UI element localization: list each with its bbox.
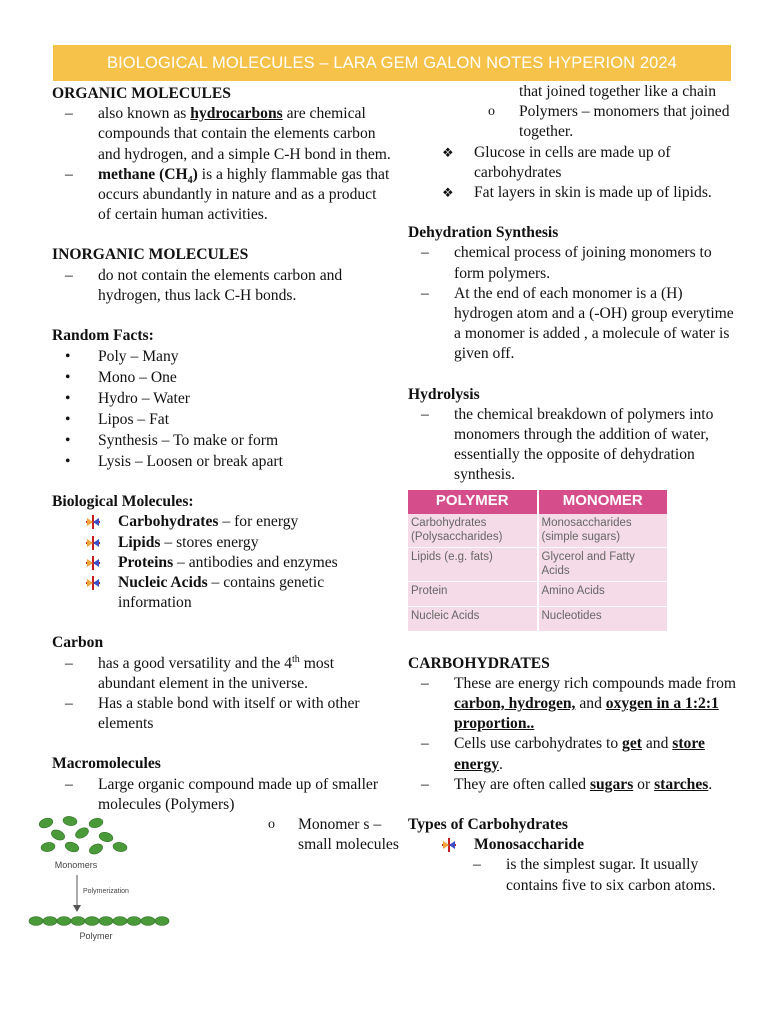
hydrolysis-heading: Hydrolysis bbox=[408, 385, 480, 403]
polymerization-figure bbox=[26, 813, 176, 945]
types-heading: Types of Carbohydrates bbox=[408, 816, 568, 834]
table-header: MONOMER bbox=[538, 490, 668, 514]
table-row: Carbohydrates (Polysaccharides) Monosaccharides (simple sugars) bbox=[408, 514, 667, 548]
list-item: Nucleic Acids – contains genetic information bbox=[52, 573, 392, 613]
list-item: • Mono – One bbox=[52, 367, 392, 388]
pin-icon bbox=[86, 536, 100, 550]
fat-item: ❖ Fat layers in skin is made up of lipids. bbox=[408, 183, 738, 203]
chain-continuation: that joined together like a chain bbox=[519, 83, 717, 100]
list-item: • Synthesis – To make or form bbox=[52, 430, 392, 451]
carbon-point-2: – Has a stable bond with itself or with other elements bbox=[52, 694, 392, 734]
organic-point-1: – also known as hydrocarbons are chemical compounds that contain the elements carbon and hydrogen, and a simple C-H bond in them. bbox=[52, 104, 392, 165]
monosaccharide-point: – is the simplest sugar. It usually contains five to six carbon atoms. bbox=[460, 855, 738, 895]
table-header: POLYMER bbox=[408, 490, 538, 514]
list-item: • Lysis – Loosen or break apart bbox=[52, 451, 392, 472]
list-item: • Lipos – Fat bbox=[52, 409, 392, 430]
polymer-label: Polymer bbox=[79, 931, 113, 942]
inorganic-heading: INORGANIC MOLECULES bbox=[52, 246, 249, 264]
table-row: Lipids (e.g. fats) Glycerol and Fatty Acids bbox=[408, 547, 667, 581]
organic-heading: ORGANIC MOLECULES bbox=[52, 85, 231, 102]
pin-icon bbox=[86, 556, 100, 570]
carbs-point-2: – Cells use carbohydrates to get and store energy. bbox=[408, 734, 738, 774]
right-column bbox=[408, 82, 738, 896]
carbon-heading: Carbon bbox=[52, 634, 104, 652]
document-banner: BIOLOGICAL MOLECULES – LARA GEM GALON NOTES HYPERION 2024 bbox=[53, 45, 731, 81]
carbohydrates-heading: CARBOHYDRATES bbox=[408, 654, 550, 672]
biological-molecules-heading: Biological Molecules: bbox=[52, 493, 194, 511]
monosaccharide-item: Monosaccharide bbox=[408, 835, 738, 855]
glucose-item: ❖ Glucose in cells are made up of carbohydrates bbox=[442, 143, 671, 181]
hydrocarbons-term: hydrocarbons bbox=[190, 105, 283, 123]
polymer-monomer-table bbox=[408, 490, 667, 632]
polymerization-label: Polymerization bbox=[83, 888, 129, 896]
monomer-item: o Monomer s – small molecules bbox=[268, 816, 399, 854]
table-row: Nucleic Acids Nucleotides bbox=[408, 606, 667, 631]
macromolecules-heading: Macromolecules bbox=[52, 755, 161, 773]
dehydration-heading: Dehydration Synthesis bbox=[408, 224, 559, 242]
random-facts-heading: Random Facts: bbox=[52, 327, 154, 345]
carbs-point-1: – These are energy rich compounds made from carbon, hydrogen, and oxygen in a 1:2:1 proportion.. bbox=[408, 674, 738, 735]
inorganic-point-1: – do not contain the elements carbon and hydrogen, thus lack C-H bonds. bbox=[52, 266, 392, 306]
polymers-item: o Polymers – monomers that joined together. bbox=[408, 102, 738, 142]
left-column bbox=[52, 84, 399, 945]
hydrolysis-point-1: – the chemical breakdown of polymers into monomers through the addition of water, essentially the opposite of dehydration synthesis. bbox=[408, 405, 738, 486]
dehydration-point-1: – chemical process of joining monomers to form polymers. bbox=[408, 243, 738, 283]
table-row: Protein Amino Acids bbox=[408, 581, 667, 606]
macro-point-1: – Large organic compound made up of smaller molecules (Polymers) bbox=[52, 775, 392, 815]
monomers-label: Monomers bbox=[54, 860, 98, 871]
diamond-bullet-icon: ❖ bbox=[442, 185, 454, 201]
pin-icon bbox=[86, 515, 100, 529]
polymer-chain bbox=[29, 917, 169, 926]
list-item: Lipids – stores energy bbox=[52, 533, 392, 553]
monomer-beads bbox=[38, 815, 128, 856]
list-item: Proteins – antibodies and enzymes bbox=[52, 553, 392, 573]
list-item: Carbohydrates – for energy bbox=[52, 512, 392, 532]
pin-icon bbox=[442, 838, 456, 852]
list-item: • Poly – Many bbox=[52, 346, 392, 367]
carbon-point-1: – has a good versatility and the 4th most abundant element in the universe. bbox=[52, 654, 392, 694]
pin-icon bbox=[86, 576, 100, 590]
dehydration-point-2: – At the end of each monomer is a (H) hydrogen atom and a (-OH) group everytime a monomer is added , a molecule of water is given off. bbox=[408, 284, 738, 365]
carbs-point-3: – They are often called sugars or starches. bbox=[408, 775, 738, 795]
diamond-bullet-icon: ❖ bbox=[442, 144, 454, 160]
list-item: • Hydro – Water bbox=[52, 388, 392, 409]
organic-point-2: – methane $(CH_4)$ is a highly flammable gas that occurs abundantly in nature and as a product of certain human activities. bbox=[52, 165, 392, 226]
